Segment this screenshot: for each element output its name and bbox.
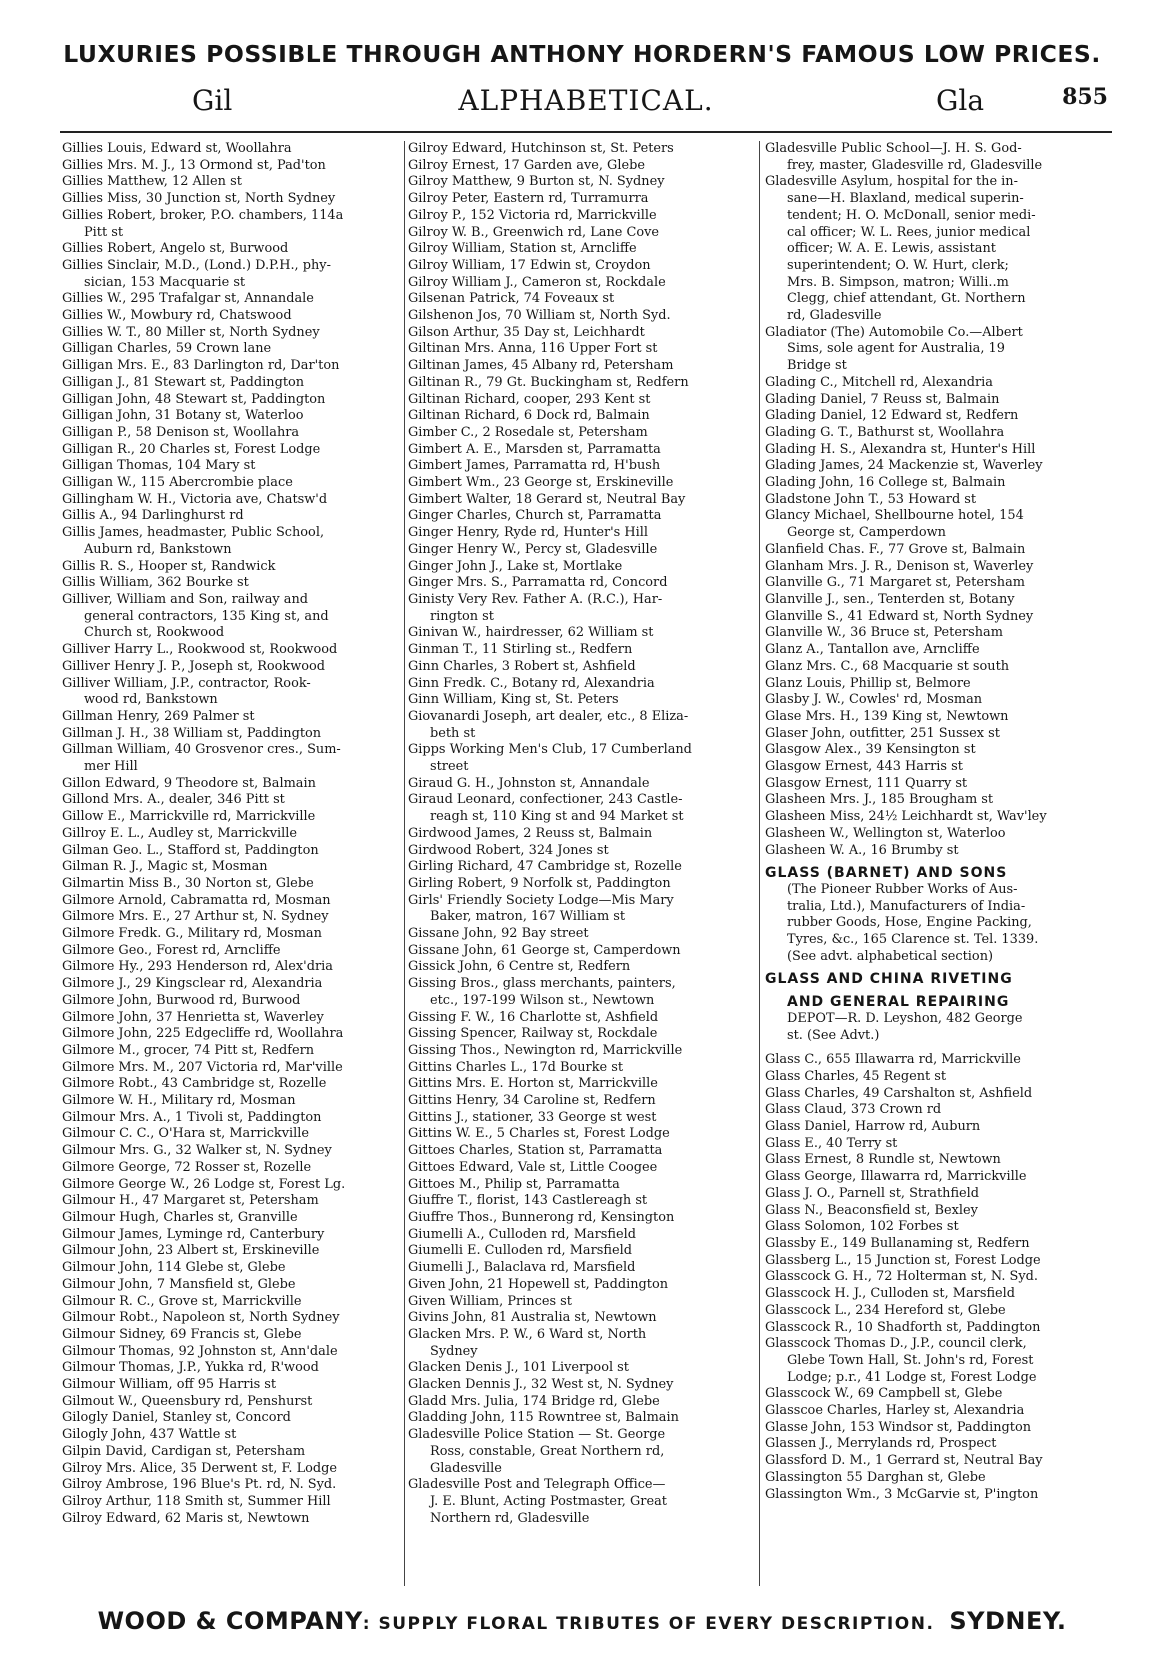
directory-entry: Gilmour John, 114 Glebe st, Glebe	[62, 1260, 286, 1276]
directory-entry: Giraud Leonard, confectioner, 243 Castle-	[408, 792, 683, 808]
entry-continuation: Ross, constable, Great Northern rd,	[430, 1443, 665, 1459]
directory-entry: Gilmour James, Lyminge rd, Canterbury	[62, 1226, 325, 1242]
directory-entry: Glanville W., 36 Bruce st, Petersham	[765, 625, 1003, 641]
directory-entry: Girdwood James, 2 Reuss st, Balmain	[408, 825, 653, 841]
directory-entry: Gilliver Henry J. P., Joseph st, Rookwood	[62, 658, 326, 674]
directory-entry: Gilroy P., 152 Victoria rd, Marrickville	[408, 207, 657, 223]
directory-entry: Ginivan W., hairdresser, 62 William st	[408, 625, 654, 641]
directory-entry: Gittins Charles L., 17d Bourke st	[408, 1059, 624, 1075]
header-rule	[60, 131, 1112, 133]
page-number: 855	[1062, 84, 1108, 110]
directory-column-3	[765, 141, 1112, 1503]
entry-continuation: superintendent; O. W. Hurt, clerk;	[787, 257, 1009, 273]
directory-entry: Glancy Michael, Shellbourne hotel, 154	[765, 508, 1024, 524]
directory-entry: Glass George, Illawarra rd, Marrickville	[765, 1169, 1027, 1185]
directory-entry: Gilligan J., 81 Stewart st, Paddington	[62, 374, 305, 390]
directory-entry: Gillies Sinclair, M.D., (Lond.) D.P.H., phy-	[62, 257, 331, 273]
advert-heading: GLASS (BARNET) AND SONS	[765, 865, 1008, 882]
directory-entry: Glasscock Thomas D., J.P., council clerk,	[765, 1336, 1027, 1352]
directory-entry: Gilmore George, 72 Rosser st, Rozelle	[62, 1159, 312, 1175]
entry-continuation: George st, Camperdown	[787, 525, 946, 541]
directory-entry: Gittins W. E., 5 Charles st, Forest Lodge	[408, 1126, 670, 1142]
directory-entry: Glass Ernest, 8 Rundle st, Newtown	[765, 1152, 1001, 1168]
directory-entry: Glass Solomon, 102 Forbes st	[765, 1219, 959, 1235]
directory-entry: Gissane John, 92 Bay street	[408, 926, 589, 942]
directory-entry: Girling Richard, 47 Cambridge st, Rozelle	[408, 859, 682, 875]
directory-entry: Gimbert James, Parramatta rd, H'bush	[408, 458, 661, 474]
directory-entry: Glanham Mrs. J. R., Denison st, Waverley	[765, 558, 1034, 574]
directory-entry: Giltinan Richard, cooper, 293 Kent st	[408, 391, 651, 407]
bottom-banner-city: SYDNEY.	[949, 1607, 1067, 1635]
directory-entry: Glasscock W., 69 Campbell st, Glebe	[765, 1386, 1003, 1402]
directory-entry: Gilmore Geo., Forest rd, Arncliffe	[62, 942, 281, 958]
directory-entry: Gissick John, 6 Centre st, Redfern	[408, 959, 631, 975]
directory-entry: Ginger Henry, Ryde rd, Hunter's Hill	[408, 525, 648, 541]
directory-entry: Gillies Mrs. M. J., 13 Ormond st, Pad'ton	[62, 157, 326, 173]
directory-entry: Gilman R. J., Magic st, Mosman	[62, 859, 268, 875]
entry-continuation: Lodge; p.r., 41 Lodge st, Forest Lodge	[787, 1369, 1037, 1385]
directory-entry: Glasscock G. H., 72 Holterman st, N. Syd.	[765, 1269, 1039, 1285]
directory-entry: Ginn Charles, 3 Robert st, Ashfield	[408, 658, 636, 674]
entry-continuation: st. (See Advt.)	[787, 1027, 880, 1043]
entry-continuation: general contractors, 135 King st, and	[84, 608, 329, 624]
directory-entry: Gilmour Sidney, 69 Francis st, Glebe	[62, 1326, 302, 1342]
directory-entry: Gilmore Hy., 293 Henderson rd, Alex'dria	[62, 959, 333, 975]
directory-entry: Gillies Robert, Angelo st, Burwood	[62, 241, 289, 257]
advert-heading: GLASS AND CHINA RIVETING	[765, 971, 1013, 988]
directory-entry: Glanville G., 71 Margaret st, Petersham	[765, 575, 1025, 591]
directory-entry: Gilligan Charles, 59 Crown lane	[62, 341, 272, 357]
directory-entry: Gilogly Daniel, Stanley st, Concord	[62, 1410, 291, 1426]
advert-heading: AND GENERAL REPAIRING	[787, 994, 1010, 1011]
directory-entry: Given William, Princes st	[408, 1293, 572, 1309]
directory-entry: Gilmore Mrs. E., 27 Arthur st, N. Sydney	[62, 909, 329, 925]
entry-continuation: Tyres, &c., 165 Clarence st. Tel. 1339.	[787, 932, 1039, 948]
entry-continuation: Church st, Rookwood	[84, 625, 225, 641]
entry-continuation: Bridge st	[787, 358, 847, 374]
directory-entry: Glacken Dennis J., 32 West st, N. Sydney	[408, 1377, 674, 1393]
entry-continuation: rd, Gladesville	[787, 308, 882, 324]
directory-entry: Glassington Wm., 3 McGarvie st, P'ington	[765, 1486, 1039, 1502]
directory-entry: Gittoes Charles, Station st, Parramatta	[408, 1143, 663, 1159]
bottom-banner-slogan: : SUPPLY FLORAL TRIBUTES OF EVERY DESCRIPTION.	[362, 1614, 935, 1634]
directory-entry: Gladstone John T., 53 Howard st	[765, 491, 977, 507]
directory-entry: Gilmore John, 37 Henrietta st, Waverley	[62, 1009, 324, 1025]
directory-entry: Ginn William, King st, St. Peters	[408, 692, 619, 708]
entry-continuation: (See advt. alphabetical section)	[787, 948, 994, 964]
directory-entry: Gittins Henry, 34 Caroline st, Redfern	[408, 1093, 656, 1109]
directory-entry: Gilligan W., 115 Abercrombie place	[62, 475, 293, 491]
directory-entry: Glassberg L., 15 Junction st, Forest Lodge	[765, 1252, 1041, 1268]
entry-continuation: tendent; H. O. McDonall, senior medi-	[787, 207, 1036, 223]
directory-entry: Giltinan Richard, 6 Dock rd, Balmain	[408, 408, 650, 424]
directory-entry: Giraud G. H., Johnston st, Annandale	[408, 775, 650, 791]
directory-entry: Giumelli E. Culloden rd, Marsfield	[408, 1243, 632, 1259]
directory-entry: Glass E., 40 Terry st	[765, 1135, 898, 1151]
directory-entry: Gilmore Robt., 43 Cambridge st, Rozelle	[62, 1076, 327, 1092]
directory-entry: Gipps Working Men's Club, 17 Cumberland	[408, 742, 692, 758]
directory-entry: Gillies Louis, Edward st, Woollahra	[62, 141, 292, 156]
directory-entry: Glanville S., 41 Edward st, North Sydney	[765, 608, 1034, 624]
entry-continuation: mer Hill	[84, 759, 138, 775]
directory-entry: Giovanardi Joseph, art dealer, etc., 8 Eliza-	[408, 708, 689, 724]
directory-entry: Glassby E., 149 Bullanaming st, Redfern	[765, 1236, 1030, 1251]
directory-entry: Gilliver, William and Son, railway and	[62, 591, 309, 607]
entry-continuation: (The Pioneer Rubber Works of Aus-	[787, 881, 1018, 897]
directory-entry: Gissing F. W., 16 Charlotte st, Ashfield	[408, 1009, 659, 1025]
directory-entry: Gittoes Edward, Vale st, Little Coogee	[408, 1159, 658, 1175]
directory-entry: Glading C., Mitchell rd, Alexandria	[765, 374, 993, 390]
directory-entry: Gilsenan Patrick, 74 Foveaux st	[408, 291, 615, 307]
entry-continuation: street	[430, 759, 469, 775]
directory-entry: Given John, 21 Hopewell st, Paddington	[408, 1276, 669, 1292]
directory-entry: Gilmour C. C., O'Hara st, Marrickville	[62, 1126, 309, 1142]
directory-entry: Gilmour John, 23 Albert st, Erskineville	[62, 1243, 320, 1259]
directory-entry: Glasscoe Charles, Harley st, Alexandria	[765, 1403, 1025, 1419]
entry-continuation: sane—H. Blaxland, medical superin-	[787, 191, 1024, 207]
directory-entry: Gillow E., Marrickville rd, Marrickville	[62, 809, 316, 825]
directory-entry: Glass Claud, 373 Crown rd	[765, 1102, 942, 1118]
directory-entry: Gimbert A. E., Marsden st, Parramatta	[408, 441, 661, 457]
directory-entry: Gilroy William J., Cameron st, Rockdale	[408, 274, 666, 290]
directory-entry: Gittoes M., Philip st, Parramatta	[408, 1176, 620, 1192]
directory-entry: Glanfield Chas. F., 77 Grove st, Balmain	[765, 541, 1026, 557]
entry-continuation: rubber Goods, Hose, Engine Packing,	[787, 915, 1032, 931]
directory-entry: Gilmore Mrs. M., 207 Victoria rd, Mar'ville	[62, 1059, 343, 1075]
directory-entry: Glaser John, outfitter, 251 Sussex st	[765, 725, 1000, 741]
directory-entry: Gilmour William, off 95 Harris st	[62, 1377, 277, 1393]
directory-entry: Gilmore Arnold, Cabramatta rd, Mosman	[62, 892, 331, 908]
entry-continuation: Auburn rd, Bankstown	[84, 541, 232, 557]
directory-entry: Giuffre Thos., Bunnerong rd, Kensington	[408, 1210, 675, 1225]
directory-entry: Gissing Bros., glass merchants, painters,	[408, 976, 676, 992]
directory-entry: Gilmour Mrs. A., 1 Tivoli st, Paddington	[62, 1109, 322, 1125]
directory-entry: Gilmore Fredk. G., Military rd, Mosman	[62, 926, 322, 942]
directory-entry: Giltinan Mrs. Anna, 116 Upper Fort st	[408, 341, 658, 357]
directory-entry: Glasgow Ernest, 443 Harris st	[765, 759, 963, 775]
directory-entry: Gilroy W. B., Greenwich rd, Lane Cove	[408, 224, 660, 240]
directory-entry: Gilroy Mrs. Alice, 35 Derwent st, F. Lodge	[62, 1460, 338, 1476]
directory-entry: Gilmore J., 29 Kingsclear rd, Alexandria	[62, 976, 323, 992]
directory-entry: Givins John, 81 Australia st, Newtown	[408, 1310, 657, 1326]
directory-entry: Glasheen W. A., 16 Brumby st	[765, 842, 959, 858]
entry-continuation: tralia, Ltd.), Manufacturers of India-	[787, 898, 1026, 914]
directory-entry: Gimbert Walter, 18 Gerard st, Neutral Bay	[408, 491, 686, 507]
directory-entry: Gimbert Wm., 23 George st, Erskineville	[408, 475, 674, 491]
directory-entry: Gilroy Arthur, 118 Smith st, Summer Hill	[62, 1493, 331, 1509]
directory-entry: Ginisty Very Rev. Father A. (R.C.), Har-	[408, 591, 663, 607]
directory-entry: Gilligan Mrs. E., 83 Darlington rd, Dar'ton	[62, 358, 340, 374]
directory-entry: Gladesville Police Station — St. George	[408, 1427, 666, 1443]
directory-entry: Gillies W., Mowbury rd, Chatswood	[62, 308, 292, 324]
directory-entry: Gladding John, 115 Rowntree st, Balmain	[408, 1410, 679, 1426]
directory-entry: Gissane John, 61 George st, Camperdown	[408, 942, 681, 958]
directory-entry: Glass N., Beaconsfield st, Bexley	[765, 1202, 978, 1218]
directory-entry: Glasheen Mrs. J., 185 Brougham st	[765, 792, 994, 808]
directory-entry: Glading Daniel, 12 Edward st, Redfern	[765, 408, 1019, 424]
directory-entry: Glass Daniel, Harrow rd, Auburn	[765, 1119, 981, 1135]
directory-entry: Glanz A., Tantallon ave, Arncliffe	[765, 642, 980, 658]
bottom-banner-company: WOOD & COMPANY	[97, 1607, 363, 1635]
directory-column-1	[62, 141, 402, 1527]
directory-entry: Glass Charles, 45 Regent st	[765, 1068, 947, 1084]
directory-entry: Glading H. S., Alexandra st, Hunter's Hill	[765, 441, 1036, 457]
directory-entry: Gillman Henry, 269 Palmer st	[62, 708, 255, 724]
entry-continuation: wood rd, Bankstown	[84, 692, 218, 708]
directory-entry: Ginger John J., Lake st, Mortlake	[408, 558, 623, 574]
directory-entry: Ginger Charles, Church st, Parramatta	[408, 508, 662, 524]
directory-entry: Gillon Edward, 9 Theodore st, Balmain	[62, 775, 316, 791]
directory-entry: Giumelli A., Culloden rd, Marsfield	[408, 1226, 636, 1242]
column-divider	[759, 141, 760, 1586]
directory-entry: Ginger Mrs. S., Parramatta rd, Concord	[408, 575, 668, 591]
directory-entry: Giltinan James, 45 Albany rd, Petersham	[408, 358, 674, 374]
directory-entry: Glassen J., Merrylands rd, Prospect	[765, 1436, 997, 1452]
directory-entry: Gladesville Public School—J. H. S. God-	[765, 141, 1022, 156]
directory-entry: Gilligan R., 20 Charles st, Forest Lodge	[62, 441, 321, 457]
directory-entry: Gimber C., 2 Rosedale st, Petersham	[408, 424, 648, 440]
directory-entry: Gilmout W., Queensbury rd, Penshurst	[62, 1393, 313, 1409]
directory-entry: Gilligan Thomas, 104 Mary st	[62, 458, 256, 474]
directory-entry: Gillies Miss, 30 Junction st, North Sydney	[62, 191, 336, 207]
directory-entry: Gilmour Thomas, 92 Johnston st, Ann'dale	[62, 1343, 338, 1359]
directory-entry: Glase Mrs. H., 139 King st, Newtown	[765, 708, 1009, 724]
directory-entry: Gillis James, headmaster, Public School,	[62, 525, 325, 541]
directory-entry: Glanz Mrs. C., 68 Macquarie st south	[765, 658, 1010, 674]
directory-entry: Glading G. T., Bathurst st, Woollahra	[765, 424, 1005, 440]
directory-entry: Gilmore George W., 26 Lodge st, Forest Lg.	[62, 1176, 346, 1192]
directory-entry: Ginn Fredk. C., Botany rd, Alexandria	[408, 675, 655, 691]
entry-continuation: Glebe Town Hall, St. John's rd, Forest	[787, 1352, 1034, 1368]
directory-entry: Gilroy Edward, Hutchinson st, St. Peters	[408, 141, 674, 156]
directory-entry: Glading James, 24 Mackenzie st, Waverley	[765, 458, 1043, 474]
header-title: ALPHABETICAL.	[458, 84, 714, 117]
entry-continuation: etc., 197-199 Wilson st., Newtown	[430, 992, 655, 1008]
directory-entry: Glasheen W., Wellington st, Waterloo	[765, 825, 1006, 841]
directory-entry: Gilligan John, 31 Botany st, Waterloo	[62, 408, 304, 424]
directory-entry: Gilliver William, J.P., contractor, Rook-	[62, 675, 311, 691]
directory-entry: Gilmore John, 225 Edgecliffe rd, Woollahra	[62, 1026, 344, 1042]
directory-entry: Gladesville Asylum, hospital for the in-	[765, 174, 1018, 190]
directory-entry: Glassington 55 Darghan st, Glebe	[765, 1469, 986, 1485]
directory-entry: Gilroy Ambrose, 196 Blue's Pt. rd, N. Syd.	[62, 1477, 337, 1493]
directory-entry: Gilmour Mrs. G., 32 Walker st, N. Sydney	[62, 1143, 332, 1159]
directory-entry: Gillingham W. H., Victoria ave, Chatsw'd	[62, 491, 328, 507]
directory-entry: Giumelli J., Balaclava rd, Marsfield	[408, 1260, 636, 1276]
directory-entry: Gilroy William, Station st, Arncliffe	[408, 241, 637, 257]
entry-continuation: beth st	[430, 725, 476, 741]
top-banner: LUXURIES POSSIBLE THROUGH ANTHONY HORDERN'S FAMOUS LOW PRICES.	[63, 40, 1101, 68]
entry-continuation: rington st	[430, 608, 494, 624]
directory-entry: Gissing Spencer, Railway st, Rockdale	[408, 1026, 658, 1042]
directory-entry: Glading John, 16 College st, Balmain	[765, 475, 1006, 491]
directory-entry: Gillroy E. L., Audley st, Marrickville	[62, 825, 298, 841]
directory-entry: Glasscock R., 10 Shadforth st, Paddington	[765, 1319, 1041, 1335]
entry-continuation: J. E. Blunt, Acting Postmaster, Great	[430, 1493, 667, 1509]
directory-entry: Glasgow Alex., 39 Kensington st	[765, 742, 976, 758]
directory-entry: Gillis A., 94 Darlinghurst rd	[62, 508, 244, 524]
entry-continuation: reagh st, 110 King st and 94 Market st	[430, 809, 684, 825]
directory-entry: Gilroy William, 17 Edwin st, Croydon	[408, 257, 651, 273]
directory-entry: Gladesville Post and Telegraph Office—	[408, 1477, 666, 1493]
directory-entry: Gilroy Peter, Eastern rd, Turramurra	[408, 191, 649, 207]
directory-entry: Gillman J. H., 38 William st, Paddington	[62, 725, 322, 741]
directory-entry: Gittins Mrs. E. Horton st, Marrickville	[408, 1076, 658, 1092]
directory-entry: Glanz Louis, Phillip st, Belmore	[765, 675, 971, 691]
directory-entry: Glacken Mrs. P. W., 6 Ward st, North	[408, 1326, 647, 1342]
directory-entry: Giltinan R., 79 Gt. Buckingham st, Redfern	[408, 374, 689, 390]
entry-continuation: cal officer; W. L. Rees, junior medical	[787, 224, 1031, 240]
entry-continuation: Northern rd, Gladesville	[430, 1510, 590, 1526]
directory-entry: Gilmore W. H., Military rd, Mosman	[62, 1093, 296, 1109]
entry-continuation: Baker, matron, 167 William st	[430, 909, 626, 925]
directory-entry: Glasscock H. J., Culloden st, Marsfield	[765, 1286, 1016, 1302]
directory-entry: Gilogly John, 437 Wattle st	[62, 1427, 237, 1443]
entry-continuation: sician, 153 Macquarie st	[84, 274, 246, 290]
directory-entry: Gilmore John, Burwood rd, Burwood	[62, 992, 301, 1008]
directory-entry: Glacken Denis J., 101 Liverpool st	[408, 1360, 629, 1376]
directory-entry: Glass C., 655 Illawarra rd, Marrickville	[765, 1052, 1021, 1068]
directory-entry: Girls' Friendly Society Lodge—Mis Mary	[408, 892, 674, 908]
directory-entry: Gillies W. T., 80 Miller st, North Sydney	[62, 324, 320, 340]
directory-entry: Gilmartin Miss B., 30 Norton st, Glebe	[62, 875, 314, 891]
column-divider	[404, 141, 405, 1586]
directory-entry: Girling Robert, 9 Norfolk st, Paddington	[408, 875, 671, 891]
directory-column-2	[408, 141, 753, 1527]
bottom-banner	[0, 1607, 1164, 1635]
directory-entry: Glass J. O., Parnell st, Strathfield	[765, 1185, 980, 1201]
directory-entry: Glasby J. W., Cowles' rd, Mosman	[765, 692, 983, 708]
directory-entry: Gilligan P., 58 Denison st, Woollahra	[62, 424, 300, 440]
directory-entry: Glasscock L., 234 Hereford st, Glebe	[765, 1302, 1006, 1318]
directory-entry: Gilpin David, Cardigan st, Petersham	[62, 1443, 306, 1459]
directory-entry: Glassford D. M., 1 Gerrard st, Neutral Bay	[765, 1453, 1043, 1469]
page-header	[60, 84, 1112, 132]
directory-entry: Gillman William, 40 Grosvenor cres., Sum-	[62, 742, 341, 758]
directory-entry: Giuffre T., florist, 143 Castlereagh st	[408, 1193, 648, 1209]
entry-continuation: frey, master, Gladesville rd, Gladesville	[787, 157, 1043, 173]
directory-entry: Ginger Henry W., Percy st, Gladesville	[408, 541, 658, 557]
directory-entry: Gillies Robert, broker, P.O. chambers, 114a	[62, 207, 344, 223]
entry-continuation: Clegg, chief attendant, Gt. Northern	[787, 291, 1026, 307]
directory-entry: Gilmour H., 47 Margaret st, Petersham	[62, 1193, 319, 1209]
directory-entry: Gittins J., stationer, 33 George st west	[408, 1109, 657, 1125]
directory-entry: Gilman Geo. L., Stafford st, Paddington	[62, 842, 319, 858]
directory-entry: Glasgow Ernest, 111 Quarry st	[765, 775, 968, 791]
directory-entry: Glading Daniel, 7 Reuss st, Balmain	[765, 391, 1000, 407]
directory-entry: Gilson Arthur, 35 Day st, Leichhardt	[408, 324, 645, 340]
directory-entry: Glasheen Miss, 24½ Leichhardt st, Wav'ley	[765, 809, 1047, 825]
directory-entry: Gilroy Ernest, 17 Garden ave, Glebe	[408, 157, 645, 173]
entry-continuation: Mrs. B. Simpson, matron; Willi..m	[787, 274, 1009, 290]
entry-continuation: officer; W. A. E. Lewis, assistant	[787, 241, 996, 257]
entry-continuation: Gladesville	[430, 1460, 502, 1476]
directory-entry: Gladiator (The) Automobile Co.—Albert	[765, 324, 1023, 340]
directory-entry: Gilmour John, 7 Mansfield st, Glebe	[62, 1276, 296, 1292]
directory-entry: Girdwood Robert, 324 Jones st	[408, 842, 609, 858]
directory-entry: Gladd Mrs. Julia, 174 Bridge rd, Glebe	[408, 1393, 660, 1409]
directory-entry: Gillies W., 295 Trafalgar st, Annandale	[62, 291, 314, 307]
directory-entry: Glanville J., sen., Tenterden st, Botany	[765, 591, 1015, 607]
directory-entry: Gilmour R. C., Grove st, Marrickville	[62, 1293, 302, 1309]
directory-entry: Gilroy Matthew, 9 Burton st, N. Sydney	[408, 174, 665, 190]
entry-continuation: Sydney	[430, 1343, 478, 1359]
directory-entry: Gillond Mrs. A., dealer, 346 Pitt st	[62, 792, 285, 808]
entry-continuation: DEPOT—R. D. Leyshon, 482 George	[787, 1010, 1023, 1026]
directory-entry: Gilliver Harry L., Rookwood st, Rookwood	[62, 642, 338, 658]
directory-entry: Gillis R. S., Hooper st, Randwick	[62, 558, 276, 574]
directory-entry: Gilmour Robt., Napoleon st, North Sydney	[62, 1310, 340, 1326]
entry-continuation: Pitt st	[84, 224, 124, 240]
directory-entry: Gilshenon Jos, 70 William st, North Syd.	[408, 308, 671, 324]
directory-entry: Glass Charles, 49 Carshalton st, Ashfield	[765, 1085, 1033, 1101]
spacer	[765, 1044, 1112, 1052]
directory-entry: Gilroy Edward, 62 Maris st, Newtown	[62, 1510, 310, 1526]
header-right-guide: Gla	[936, 84, 985, 117]
directory-entry: Ginman T., 11 Stirling st., Redfern	[408, 642, 633, 658]
directory-entry: Gillis William, 362 Bourke st	[62, 575, 249, 591]
directory-entry: Gilmour Thomas, J.P., Yukka rd, R'wood	[62, 1360, 319, 1376]
directory-entry: Gilmore M., grocer, 74 Pitt st, Redfern	[62, 1042, 315, 1058]
directory-entry: Gilligan John, 48 Stewart st, Paddington	[62, 391, 326, 407]
directory-entry: Glasse John, 153 Windsor st, Paddington	[765, 1419, 1032, 1435]
directory-entry: Gilmour Hugh, Charles st, Granville	[62, 1210, 298, 1225]
directory-entry: Gillies Matthew, 12 Allen st	[62, 174, 242, 190]
entry-continuation: Sims, sole agent for Australia, 19	[787, 341, 1005, 357]
header-left-guide: Gil	[192, 84, 233, 117]
directory-entry: Gissing Thos., Newington rd, Marrickville	[408, 1042, 683, 1058]
